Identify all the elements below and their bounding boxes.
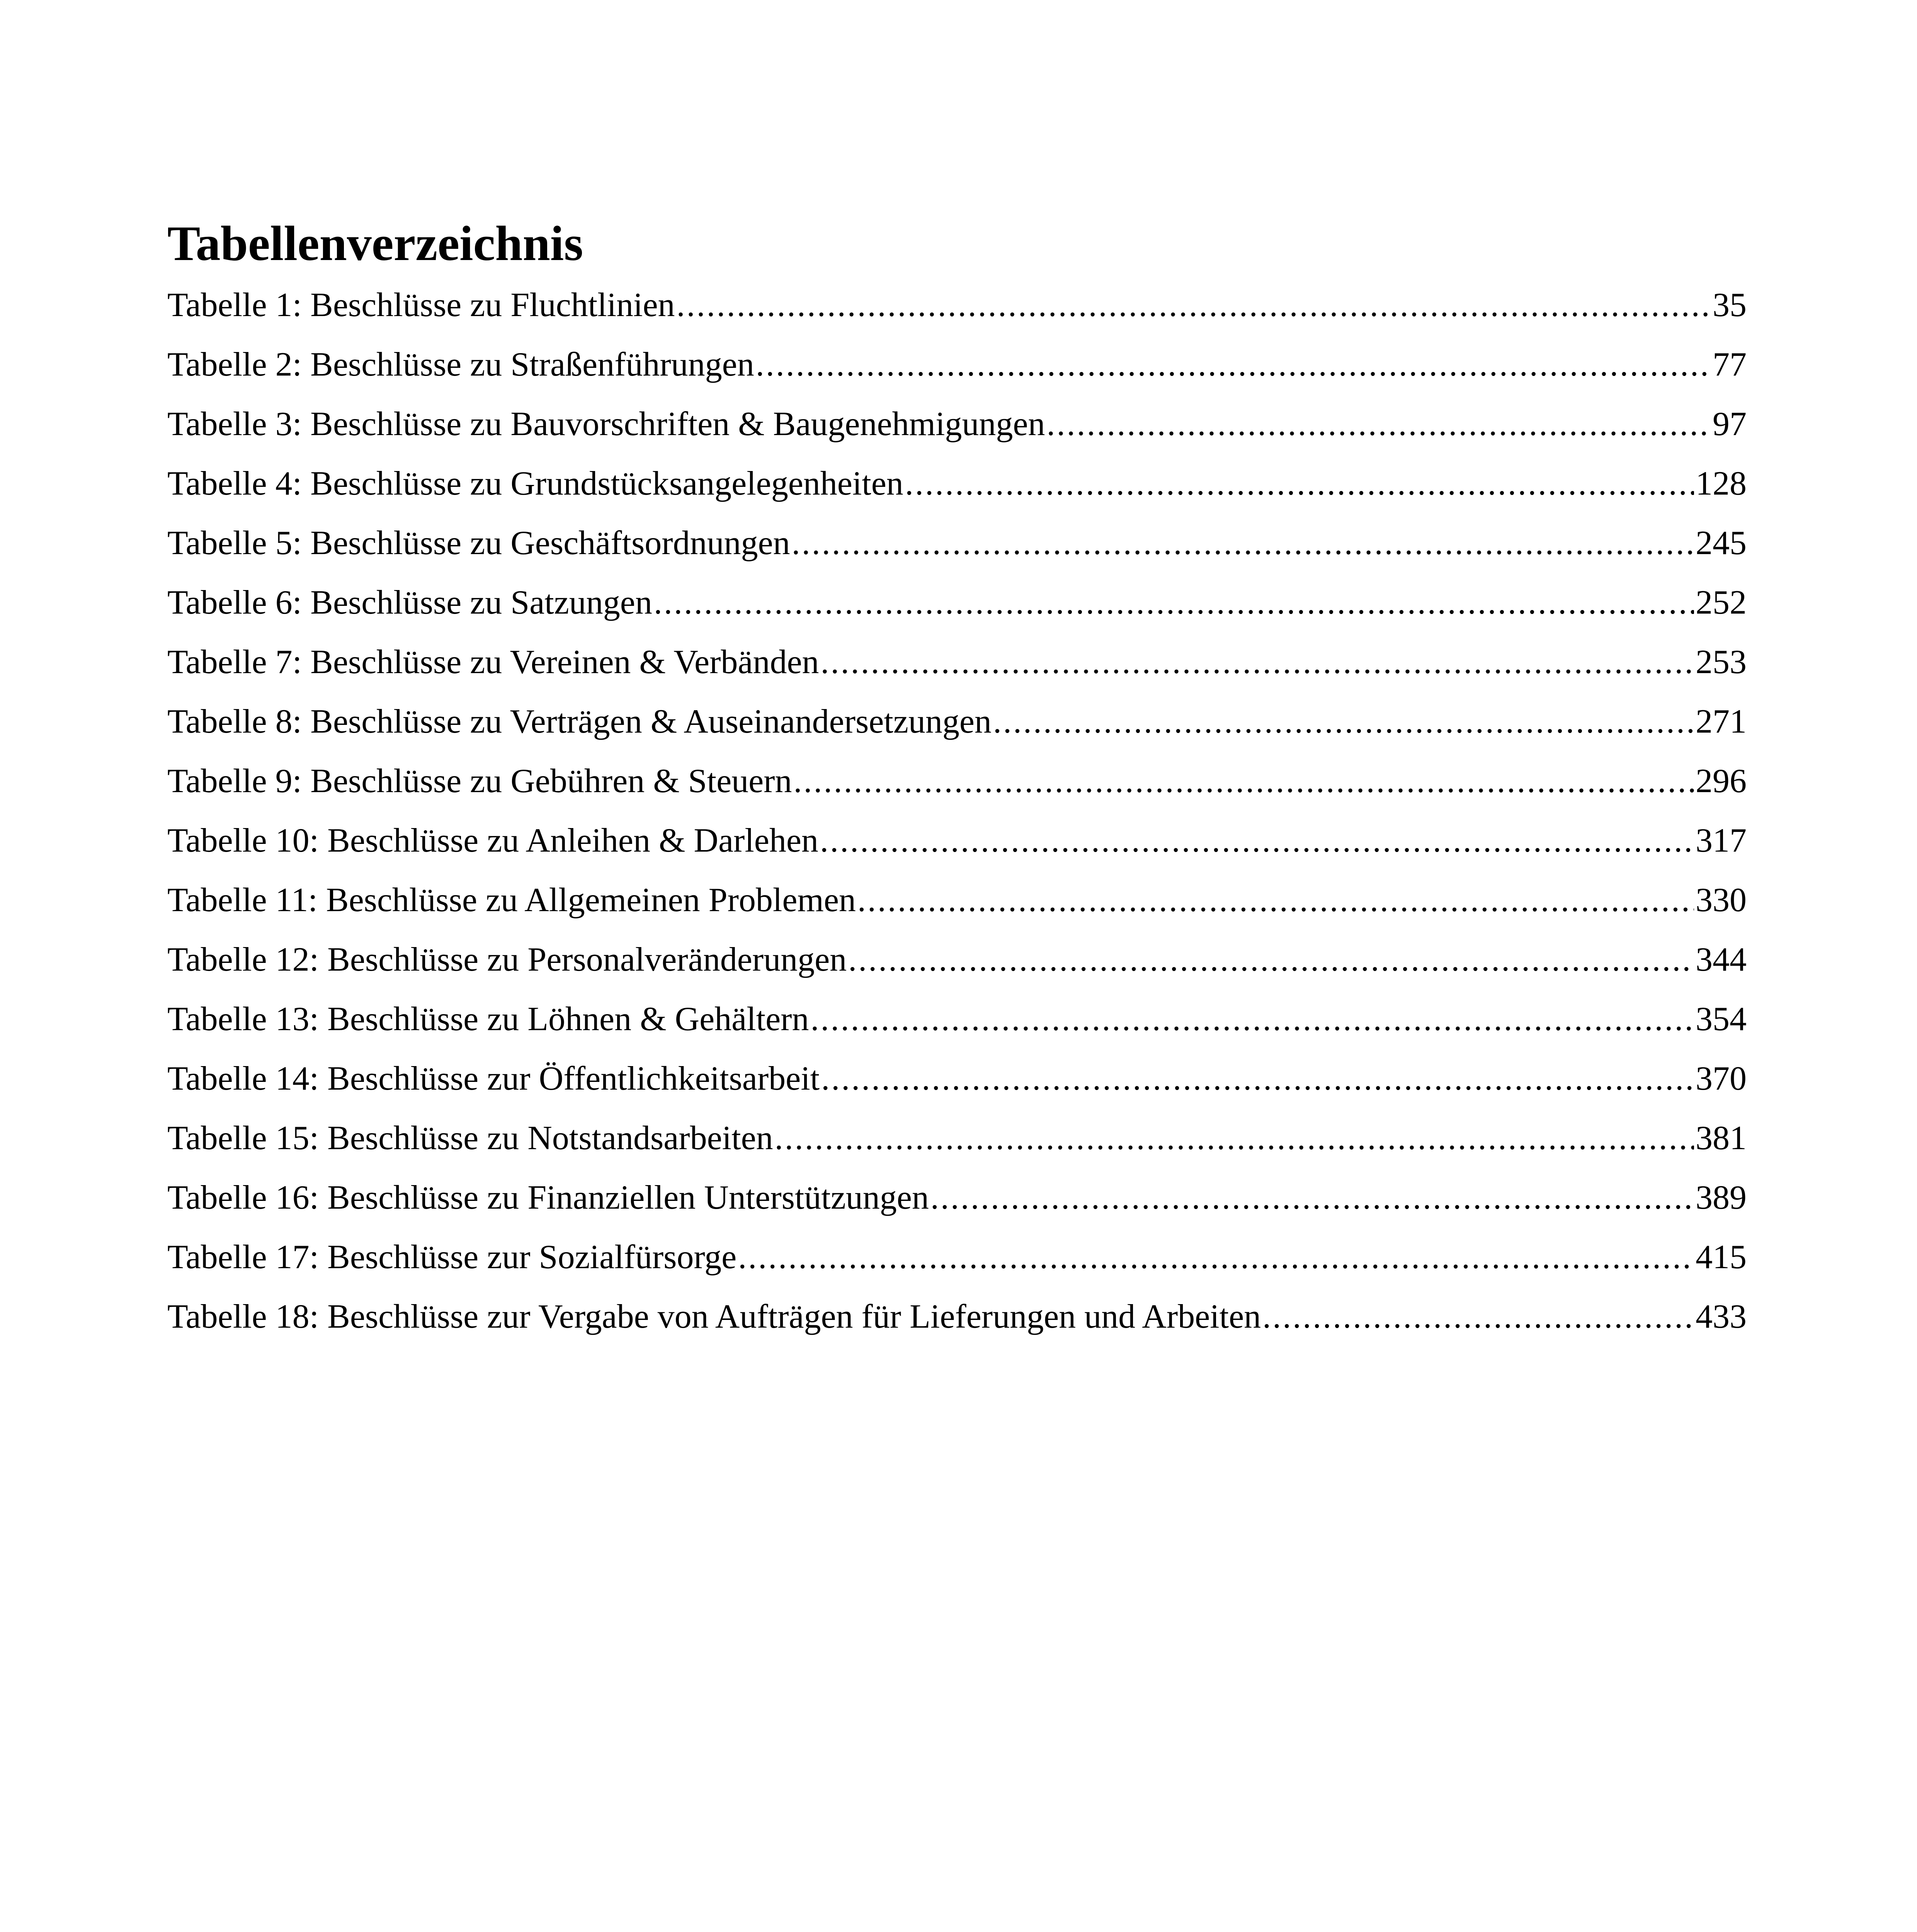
toc-entry-page-number: 77 [1713,346,1747,383]
dot-leader [654,573,1694,633]
toc-entry-table-18[interactable] [167,1287,1747,1347]
toc-entry-table-4[interactable] [167,454,1747,514]
dot-leader [848,930,1694,990]
dot-leader [793,752,1694,811]
toc-entry-label: Tabelle 3: Beschlüsse zu Bauvorschriften & Baugenehmigungen [167,405,1045,443]
toc-entry-page-number: 415 [1696,1238,1747,1276]
dot-leader [821,1049,1694,1109]
dot-leader [993,692,1694,752]
table-of-tables [167,214,1747,1347]
toc-entry-table-8[interactable] [167,692,1747,752]
dot-leader [930,1168,1694,1228]
toc-entry-label: Tabelle 9: Beschlüsse zu Gebühren & Steuern [167,762,792,800]
dot-leader [738,1228,1694,1287]
dot-leader [820,811,1694,871]
toc-entry-table-9[interactable] [167,752,1747,811]
dot-leader [857,871,1694,930]
toc-entry-label: Tabelle 10: Beschlüsse zu Anleihen & Darlehen [167,822,818,859]
toc-title: Tabellenverzeichnis [167,216,583,271]
dot-leader [1046,395,1711,454]
toc-entry-table-15[interactable] [167,1109,1747,1168]
toc-entry-label: Tabelle 13: Beschlüsse zu Löhnen & Gehältern [167,1000,809,1038]
toc-entry-table-14[interactable] [167,1049,1747,1109]
toc-entry-table-2[interactable] [167,335,1747,395]
toc-entry-label: Tabelle 7: Beschlüsse zu Vereinen & Verbänden [167,643,819,681]
dot-leader [677,276,1711,335]
toc-entry-table-11[interactable] [167,871,1747,930]
toc-entry-label: Tabelle 5: Beschlüsse zu Geschäftsordnungen [167,524,790,562]
toc-entry-table-6[interactable] [167,573,1747,633]
toc-entry-page-number: 330 [1696,881,1747,919]
toc-entry-page-number: 252 [1696,584,1747,621]
toc-entry-page-number: 317 [1696,822,1747,859]
toc-entry-page-number: 296 [1696,762,1747,800]
dot-leader [810,990,1694,1049]
toc-entry-label: Tabelle 1: Beschlüsse zu Fluchtlinien [167,286,675,324]
dot-leader [1262,1287,1694,1347]
toc-entry-table-10[interactable] [167,811,1747,871]
toc-entry-page-number: 389 [1696,1179,1747,1216]
toc-entry-table-13[interactable] [167,990,1747,1049]
toc-entry-table-3[interactable] [167,395,1747,454]
toc-entry-label: Tabelle 6: Beschlüsse zu Satzungen [167,584,652,621]
toc-entry-page-number: 370 [1696,1060,1747,1097]
toc-entry-page-number: 433 [1696,1298,1747,1335]
dot-leader [775,1109,1694,1168]
toc-entry-label: Tabelle 11: Beschlüsse zu Allgemeinen Problemen [167,881,856,919]
toc-entry-page-number: 271 [1696,703,1747,740]
toc-entry-page-number: 344 [1696,941,1747,978]
toc-entry-table-16[interactable] [167,1168,1747,1228]
dot-leader [905,454,1694,514]
toc-entry-page-number: 128 [1696,465,1747,502]
toc-entry-label: Tabelle 16: Beschlüsse zu Finanziellen Unterstützungen [167,1179,929,1216]
dot-leader [756,335,1711,395]
toc-entry-table-17[interactable] [167,1228,1747,1287]
toc-entry-label: Tabelle 8: Beschlüsse zu Verträgen & Auseinandersetzungen [167,703,992,740]
toc-entry-label: Tabelle 2: Beschlüsse zu Straßenführungen [167,346,754,383]
toc-entry-page-number: 245 [1696,524,1747,562]
toc-entry-label: Tabelle 15: Beschlüsse zu Notstandsarbeiten [167,1119,773,1157]
toc-entry-page-number: 381 [1696,1119,1747,1157]
toc-entry-table-5[interactable] [167,514,1747,573]
dot-leader [792,514,1694,573]
toc-list [167,276,1747,1347]
toc-entry-label: Tabelle 4: Beschlüsse zu Grundstücksangelegenheiten [167,465,903,502]
toc-entry-label: Tabelle 14: Beschlüsse zur Öffentlichkeitsarbeit [167,1060,820,1097]
toc-entry-table-12[interactable] [167,930,1747,990]
toc-entry-page-number: 253 [1696,643,1747,681]
toc-entry-page-number: 35 [1713,286,1747,324]
toc-entry-page-number: 97 [1713,405,1747,443]
toc-entry-page-number: 354 [1696,1000,1747,1038]
toc-entry-table-7[interactable] [167,633,1747,692]
toc-entry-label: Tabelle 17: Beschlüsse zur Sozialfürsorge [167,1238,737,1276]
toc-entry-table-1[interactable] [167,276,1747,335]
toc-entry-label: Tabelle 12: Beschlüsse zu Personalveränderungen [167,941,847,978]
toc-entry-label: Tabelle 18: Beschlüsse zur Vergabe von Aufträgen für Lieferungen und Arbeiten [167,1298,1261,1335]
dot-leader [821,633,1694,692]
